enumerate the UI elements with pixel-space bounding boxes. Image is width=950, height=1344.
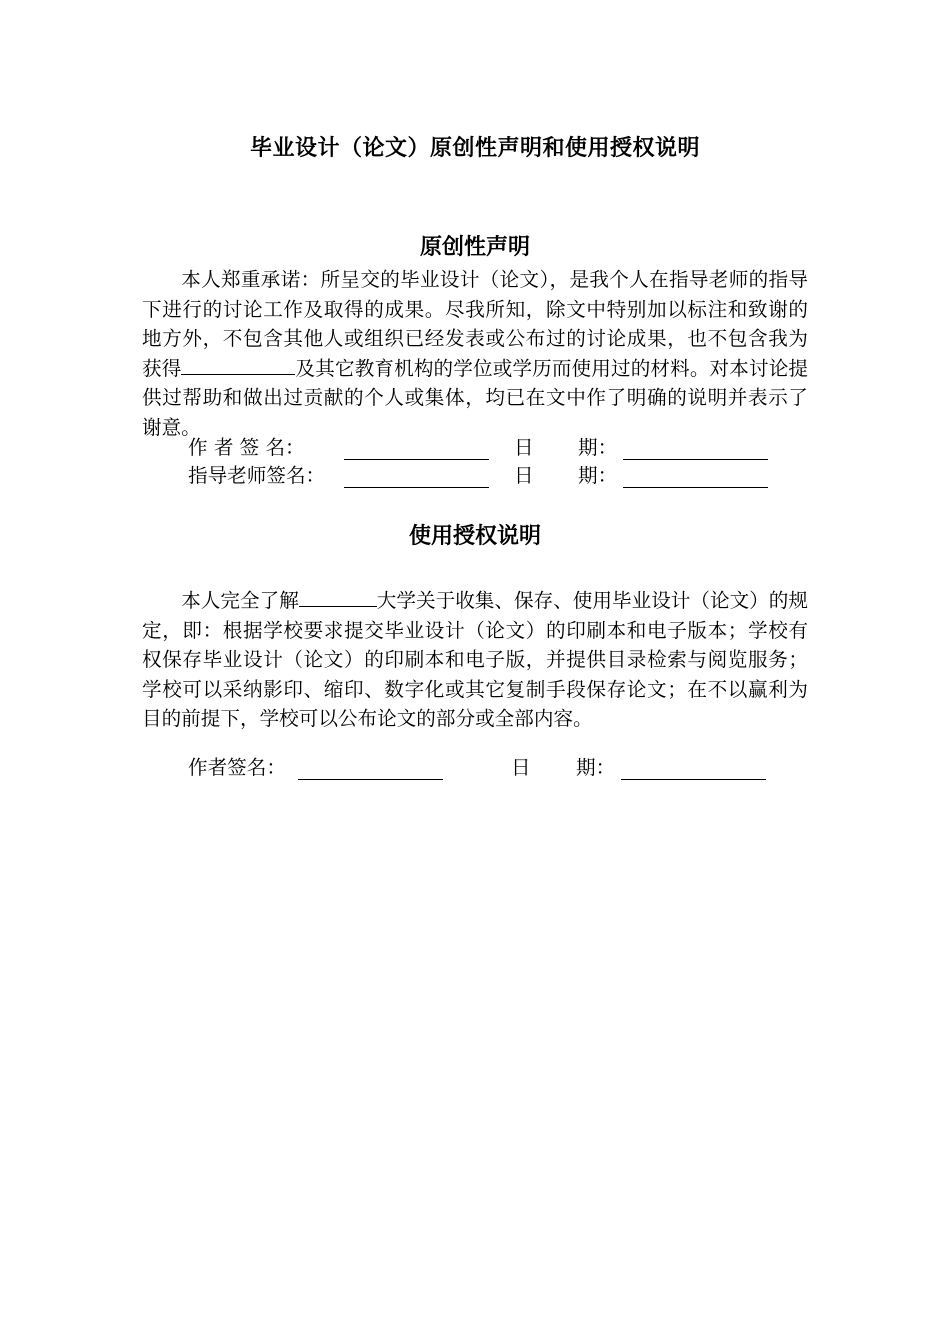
authorization-text-part1: 本人完全了解 [181,589,299,612]
advisor-signature-row [188,461,808,491]
author-date-line [623,459,768,460]
originality-text-part2: 及其它教育机构的学位或学历而使用过的材料。对本讨论提供过帮助和做出过贡献的个人或集体，均已在文中作了明确的说明并表示了谢意。 [142,356,809,439]
authorization-author-line [298,779,443,780]
authorization-author-label: 作者签名： [188,756,286,779]
university-blank [299,586,377,607]
date-label-period: 期： [578,436,618,459]
authorization-heading: 使用授权说明 [408,524,541,549]
advisor-signature-label: 指导老师签名： [188,464,326,487]
originality-text-part1: 本人郑重承诺：所呈交的毕业设计（论文），是我个人在指导老师的指导下进行的讨论工作及取得的成果。尽我所知，除文中特别加以标注和致谢的地方外，不包含其他人或组织已经发表或公布过的讨论成果，也不包含我为获得 [142,268,808,380]
advisor-signature-line [344,487,489,488]
advisor-date-line [623,487,768,488]
degree-blank [181,354,295,375]
authorization-date-label-day: 日 [511,756,531,779]
authorization-date-line [621,779,766,780]
author-signature-row [188,433,808,463]
date-label-day: 日 [514,436,534,459]
originality-heading: 原创性声明 [419,235,530,260]
author-signature-line [344,459,489,460]
originality-paragraph [142,265,808,443]
advisor-date-label-period: 期： [578,464,618,487]
document-title: 毕业设计（论文）原创性声明和使用授权说明 [249,136,700,161]
authorization-date-label-period: 期： [576,756,616,779]
authorization-text-part2: 大学关于收集、保存、使用毕业设计（论文）的规定，即：根据学校要求提交毕业设计（论文）的印刷本和电子版本；学校有权保存毕业设计（论文）的印刷本和电子版，并提供目录检索与阅览服务；学校可以采纳影印、缩印、数字化或其它复制手段保存论文；在不以赢利为目的前提下，学校可以公布论文的部分或全部内容。 [142,589,809,731]
author-signature-label: 作 者 签 名： [188,436,305,459]
advisor-date-label-day: 日 [514,464,534,487]
authorization-signature-row [188,753,808,783]
authorization-paragraph [142,586,808,734]
